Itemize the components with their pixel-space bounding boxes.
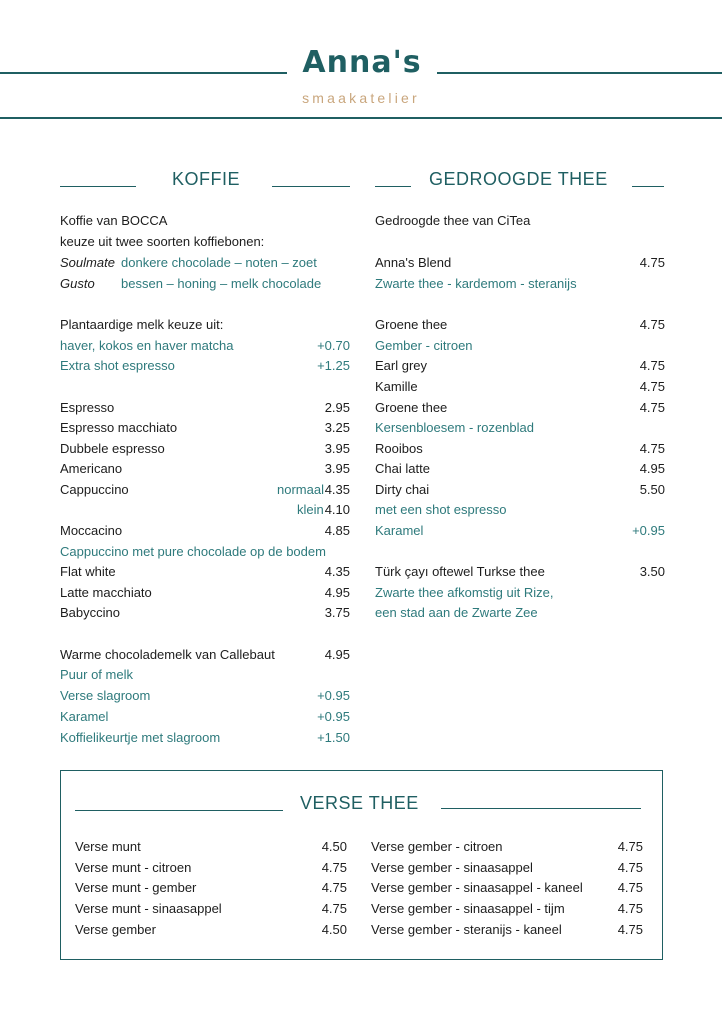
- koffie-rule-left: [60, 186, 136, 187]
- menu-item: Espresso macchiato 3.25: [60, 420, 350, 435]
- plant-milk-options: haver, kokos en haver matcha +0.70: [60, 338, 350, 353]
- extra-shot: Extra shot espresso +1.25: [60, 358, 350, 373]
- menu-item: Babyccino 3.75: [60, 605, 350, 620]
- moccacino-desc: Cappuccino met pure chocolade op de bodem: [60, 544, 326, 559]
- menu-item: Verse gember - steranijs - kaneel 4.75: [371, 922, 643, 937]
- menu-item: Dirty chai 5.50: [375, 482, 665, 497]
- plant-milk-label: Plantaardige melk keuze uit:: [60, 317, 224, 332]
- thee-rule-left: [375, 186, 411, 187]
- menu-item: Verse munt - sinaasappel 4.75: [75, 901, 347, 916]
- verse-thee-title: VERSE THEE: [300, 793, 419, 813]
- cappuccino-row: Cappuccino normaal 4.35: [60, 482, 350, 497]
- menu-item: Earl grey 4.75: [375, 358, 665, 373]
- koffie-title: KOFFIE: [172, 169, 241, 189]
- annas-logo: [287, 38, 437, 88]
- extra-item: Koffielikeurtje met slagroom +1.50: [60, 730, 350, 745]
- item-desc: Kersenbloesem - rozenblad: [375, 420, 534, 435]
- bean-soulmate: Soulmate donkere chocolade – noten – zoet: [60, 255, 317, 270]
- item-desc: Zwarte thee - kardemom - steranijs: [375, 276, 577, 291]
- item-desc: met een shot espresso: [375, 502, 507, 517]
- extra-item: Karamel +0.95: [60, 709, 350, 724]
- thee-intro: Gedroogde thee van CiTea: [375, 213, 531, 228]
- menu-item: Verse gember - sinaasappel - tijm 4.75: [371, 901, 643, 916]
- menu-item: Groene thee 4.75: [375, 400, 665, 415]
- menu-item: Dubbele espresso 3.95: [60, 441, 350, 456]
- menu-item: Anna's Blend 4.75: [375, 255, 665, 270]
- gedroogde-thee-title: GEDROOGDE THEE: [429, 169, 608, 189]
- menu-item: Verse munt - citroen 4.75: [75, 860, 347, 875]
- tagline: smaakatelier: [302, 90, 420, 106]
- menu-item: Rooibos 4.75: [375, 441, 665, 456]
- menu-item: Verse gember 4.50: [75, 922, 347, 937]
- menu-item: Türk çayı oftewel Turkse thee 3.50: [375, 564, 665, 579]
- chocolademelk-sub: Puur of melk: [60, 667, 133, 682]
- menu-item: Latte macchiato 4.95: [60, 585, 350, 600]
- menu-item: Americano 3.95: [60, 461, 350, 476]
- moccacino-row: Moccacino 4.85: [60, 523, 350, 538]
- item-desc: Zwarte thee afkomstig uit Rize,: [375, 585, 554, 600]
- header: [0, 0, 722, 125]
- chocolademelk-row: Warme chocolademelk van Callebaut 4.95: [60, 647, 350, 662]
- koffie-rule-right: [272, 186, 350, 187]
- menu-item: Verse munt - gember 4.75: [75, 880, 347, 895]
- item-desc: Gember - citroen: [375, 338, 473, 353]
- cappuccino-klein-row: klein 4.10: [297, 502, 350, 517]
- verse-rule-left: [75, 810, 283, 811]
- menu-item: Flat white 4.35: [60, 564, 350, 579]
- menu-item: Verse gember - sinaasappel - kaneel 4.75: [371, 880, 643, 895]
- logo-text: Anna's: [302, 45, 422, 80]
- thee-rule-right: [632, 186, 664, 187]
- item-desc: een stad aan de Zwarte Zee: [375, 605, 538, 620]
- extra-item: Karamel +0.95: [375, 523, 665, 538]
- menu-item: Chai latte 4.95: [375, 461, 665, 476]
- menu-item: Verse gember - sinaasappel 4.75: [371, 860, 643, 875]
- koffie-intro-2: keuze uit twee soorten koffiebonen:: [60, 234, 265, 249]
- menu-item: Groene thee 4.75: [375, 317, 665, 332]
- menu-item: Verse gember - citroen 4.75: [371, 839, 643, 854]
- bean-gusto: Gusto bessen – honing – melk chocolade: [60, 276, 322, 291]
- header-rule-bottom: [0, 117, 722, 119]
- verse-rule-right: [441, 808, 641, 809]
- menu-item: Espresso 2.95: [60, 400, 350, 415]
- menu-item: Verse munt 4.50: [75, 839, 347, 854]
- extra-item: Verse slagroom +0.95: [60, 688, 350, 703]
- koffie-intro-1: Koffie van BOCCA: [60, 213, 168, 228]
- menu-item: Kamille 4.75: [375, 379, 665, 394]
